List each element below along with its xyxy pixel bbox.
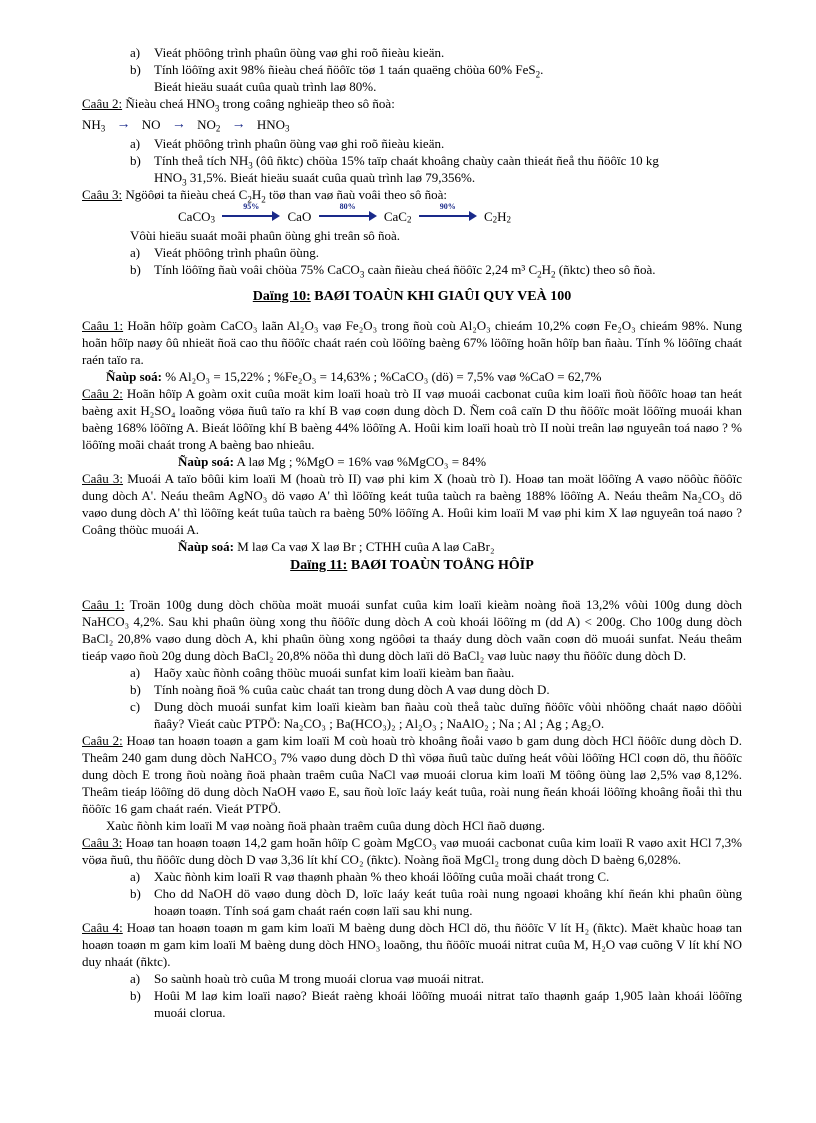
list-text: So saùnh hoaù trò cuûa M trong muoái clorua vaø muoái nitrat. bbox=[154, 970, 484, 986]
arrow-label: 90% bbox=[439, 202, 456, 212]
list-text: Vieát phöông trình phaûn öùng vaø ghi roõ ñieàu kieän. bbox=[154, 45, 445, 60]
arrow-label: 95% bbox=[243, 202, 260, 212]
question bbox=[82, 834, 742, 868]
section-heading-label: Daïng 11: bbox=[290, 557, 348, 573]
list-marker: a) bbox=[130, 664, 141, 680]
reaction-scheme bbox=[178, 202, 742, 225]
question-label: Caâu 1: bbox=[82, 596, 125, 612]
list-marker: b) bbox=[130, 62, 141, 77]
answer-label: Ñaùp soá: bbox=[178, 538, 234, 554]
list-marker: a) bbox=[130, 970, 141, 986]
list-marker: c) bbox=[130, 698, 141, 714]
arrow-icon bbox=[319, 202, 377, 223]
list-text: (ôû ñktc) chöùa 15% taïp chaát khoâng chaùy caàn thieát ñeå thu ñöôïc 10 kg bbox=[252, 153, 659, 169]
scheme-note: Vôùi hieäu suaát moãi phaûn öùng ghi treân sô ñoà. bbox=[130, 227, 401, 243]
section-heading-title: BAØI TOAÙN TOÅNG HÔÏP bbox=[347, 557, 534, 573]
list-marker: b) bbox=[130, 681, 141, 697]
question-text: Ñieàu cheá HNO bbox=[122, 96, 215, 111]
scheme-species: CaO bbox=[287, 208, 312, 224]
subscript: 3 bbox=[214, 103, 220, 114]
list-marker: a) bbox=[130, 45, 141, 60]
question-text: Xaùc ñònh kim loaïi M vaø noàng ñoä phaàn traêm cuûa dung dòch HCl ñaõ duøng. bbox=[106, 817, 546, 833]
question-label: Caâu 3: bbox=[82, 187, 123, 203]
answer-label: Ñaùp soá: bbox=[178, 453, 234, 469]
answer-label: Ñaùp soá: bbox=[106, 368, 162, 384]
list-item bbox=[130, 698, 742, 732]
list-item bbox=[130, 152, 742, 186]
arrow-icon bbox=[419, 202, 477, 223]
list-item bbox=[130, 44, 742, 61]
list-item bbox=[130, 970, 742, 987]
answer-text: A laø Mg ; %MgO = 16% vaø %MgCO₃ = 84% bbox=[234, 453, 487, 469]
list-item bbox=[130, 244, 742, 261]
question-label: Caâu 2: bbox=[82, 732, 123, 748]
question-text: Hoãn hôïp A goàm oxit cuûa moät kim loaïi hoaù trò II vaø muoái cacbonat cuûa kim loaïi ñoù ñöôïc hoaø tan heát baèng axit H₂SO₄ loaõng vöøa ñuû taïo ra khí B vaø coøn dung dòch D. Ñem coâ caïn D thu ñöôïc moät löôïng muoái khan baèng 168% löôïng A. Bieát löôïng khí B baèng 44% löôïng A. Hoûi kim loaïi hoaù trò II noùi treân laø nguyeân toá naøo ? % löôïng moãi chaát trong A baèng bao nhieâu. bbox=[82, 385, 742, 452]
list-text: Hoûi M laø kim loaïi naøo? Bieát raèng khoái löôïng muoái nitrat taïo thaønh gaáp 1,905 laàn khoái löôïng muoái clorua. bbox=[154, 987, 742, 1020]
list-item: b) Tính löôïng ñaù voâi chöùa 75% CaCO$_3$ caàn ñieàu cheá ñöôïc 2,24 m³ $C_2H_2$ (ñktc) theo sô ñoà. bbox=[130, 261, 656, 280]
question-text: Hoãn hôïp goàm CaCO₃ laãn Al₂O₃ vaø Fe₂O₃ trong ñoù coù Al₂O₃ chieám 10,2% coøn Fe₂O₃ chieám 98%. Nung hoãn hôïp naøy ôû nhieät ñoä cao thu ñöôïc chaát raén coù löôïng baèng 67% löôïng hoãn hôïp ban ñaàu. Tính % löôïng chaát raén taïo ra. bbox=[82, 317, 743, 367]
reaction-scheme bbox=[82, 114, 742, 133]
subscript: 3 bbox=[248, 160, 253, 171]
question bbox=[82, 385, 742, 453]
section-heading-label: Daïng 10: bbox=[252, 288, 311, 304]
section-heading-title: BAØI TOAÙN KHI GIAÛI QUY VEÀ 100 bbox=[310, 288, 572, 304]
list-text-cont: $HNO_3$ 31,5%. Bieát hieäu suaát cuûa quaù trình laø 79,356%. bbox=[154, 170, 476, 188]
question-text: Muoái A taïo bôûi kim loaïi M (hoaù trò II) vaø phi kim X (hoaù trò I). Hoaø tan moät löôïng A vaøo nöôùc ñöôïc dung dòch A'. Neáu theâm AgNO₃ dö vaøo A' thì löôïng keát tuûa taùch ra baèng 188% löôïng A. Neáu theâm Na₂CO₃ dö vaøo dung dòch A' thì löôïng keát tuûa taùch ra baèng 50% löôïng A. Hoûi kim loaïi M vaø phi kim X laø nguyeân toá naøo ? Coâng thöùc muoái A. bbox=[82, 470, 742, 537]
list-text: . bbox=[540, 62, 544, 77]
question bbox=[82, 596, 742, 664]
list-item bbox=[130, 885, 742, 919]
list-marker: b) bbox=[130, 261, 141, 277]
answer bbox=[106, 368, 742, 385]
question-text: Hoaø tan hoaøn toaøn 14,2 gam hoãn hôïp C goàm MgCO₃ vaø muoái cacbonat cuûa kim loaïi R vaøo axit HCl 7,3% vöøa ñuû, thu ñöôïc dung dòch D vaø 3,36 lít khí CO₂ (ñktc). Noàng ñoä MgCl₂ trong dung dòch D baèng 6,028%. bbox=[82, 834, 743, 867]
list-text: Xaùc ñònh kim loaïi R vaø thaønh phaàn % theo khoái löôïng cuûa moãi chaát trong C. bbox=[154, 868, 610, 884]
scheme-species: NO bbox=[141, 117, 161, 133]
question-text: Hoaø tan hoaøn toaøn a gam kim loaïi M coù hoaù trò khoâng ñoåi vaøo b gam dung dòch HCl ñöôïc dung dòch D. Theâm 240 gam dung dòch NaHCO₃ 7% vaøo dung dòch D thì vöøa ñuû taùc duïng heát vôùi löôïng HCl coøn dö, thu ñöôïc dung dòch E trong ñoù noàng ñoä phaàn traêm cuûa NaCl vaø muoái clorua kim loaïi M töông öùng laø 2,5% vaø 8,12%. Theâm tieáp löôïng dö dung dòch NaOH vaøo E, sau ñoù loïc laáy keát tuûa, roài nung ñeán khoái löôïng khoâng ñoåi thì thu ñöôïc 16 gam chaát raén. Vieát PTPÖ. bbox=[82, 732, 743, 816]
question-text: Troän 100g dung dòch chöùa moät muoái sunfat cuûa kim loaïi kieàm noàng ñoä 13,2% vôùi 100g dung dòch NaHCO₃ 4,2%. Sau khi phaûn öùng xong thu ñöôïc dung dòch A coù khoái löôïng m (dd A) < 200g. Cho 100g dung dòch BaCl₂ 20,8% vaøo dung dòch A, khi phaûn öùng xong ngöôøi ta thaáy dung dòch vaãn coøn dö muoái sunfat. Neáu theâm tieáp vaøo ñoù 20g dung dòch BaCl₂ 20,8% nöõa thì dung dòch laïi dö BaCl₂ vaø luùc naøy thu ñöôïc dung dòch D. bbox=[82, 596, 742, 663]
question-label: Caâu 3: bbox=[82, 470, 124, 486]
arrow-icon: → bbox=[231, 116, 246, 132]
question-label: Caâu 3: bbox=[82, 834, 123, 850]
scheme-species: $HNO_3$ bbox=[256, 117, 290, 134]
question bbox=[82, 317, 742, 368]
list-text-cont: Bieát hieäu suaát cuûa quaù trình laø 80%. bbox=[154, 79, 377, 94]
scheme-species: $NH_3$ bbox=[82, 117, 106, 134]
question-label: Caâu 4: bbox=[82, 919, 123, 935]
section-heading bbox=[82, 288, 742, 305]
question bbox=[82, 919, 742, 970]
question-text: trong coâng nghieäp theo sô ñoà: bbox=[219, 96, 395, 111]
question bbox=[82, 470, 742, 538]
section-heading bbox=[82, 557, 742, 574]
list-item bbox=[130, 135, 742, 152]
list-text: Vieát phöông trình phaûn öùng vaø ghi roõ ñieàu kieän. bbox=[154, 136, 445, 152]
scheme-species: CaCO$_3$ bbox=[178, 208, 215, 225]
list-marker: b) bbox=[130, 987, 141, 1003]
list-text: Cho dd NaOH dö vaøo dung dòch D, loïc laáy keát tuûa roài nung ngoaøi khoâng khí ñeán khi phaûn öùng hoaøn toaøn. Tính soá gam chaát raén coøn laïi sau khi nung. bbox=[154, 885, 742, 918]
list-text: Tính theå tích NH bbox=[154, 153, 249, 169]
list-text: Dung dòch muoái sunfat kim loaïi kieàm ban ñaàu coù theå taùc duïng ñöôïc vôùi nhöõng chaát naøo döôùi ñaây? Vieát caùc PTPÖ: Na₂CO₃ ; Ba(HCO₃)₂ ; Al₂O₃ ; NaAlO₂ ; Na ; Al ; Ag ; Ag₂O. bbox=[154, 698, 742, 731]
list-marker: a) bbox=[130, 868, 141, 884]
list-item bbox=[130, 664, 742, 681]
list-item bbox=[130, 987, 742, 1021]
list-text: Tính noàng ñoä % cuûa caùc chaát tan trong dung dòch A vaø dung dòch D. bbox=[154, 681, 550, 697]
arrow-icon bbox=[222, 202, 280, 223]
question: Caâu 3: Ngöôøi ta ñieàu cheá $C_2H_2$ töø than vaø ñaù voâi theo sô ñoà: bbox=[82, 187, 447, 205]
list-text: Haõy xaùc ñònh coâng thöùc muoái sunfat kim loaïi kieàm ban ñaàu. bbox=[154, 664, 515, 680]
list-item bbox=[130, 681, 742, 698]
scheme-species: CaC$_2$ bbox=[383, 208, 412, 225]
question bbox=[82, 95, 742, 112]
scheme-species: $C_2H_2$ bbox=[483, 208, 512, 225]
arrow-icon: → bbox=[171, 116, 186, 132]
question-label: Caâu 1: bbox=[82, 317, 124, 333]
arrow-label: 80% bbox=[339, 202, 356, 212]
list-item bbox=[130, 868, 742, 885]
answer bbox=[178, 453, 742, 470]
list-marker: a) bbox=[130, 244, 141, 260]
answer bbox=[178, 538, 742, 555]
answer-text: % Al₂O₃ = 15,22% ; %Fe₂O₃ = 14,63% ; %CaCO₃ (dö) = 7,5% vaø %CaO = 62,7% bbox=[162, 368, 602, 384]
list-text: Tính löôïng axit 98% ñieàu cheá ñöôïc töø 1 taán quaëng chöùa 60% FeS bbox=[154, 62, 536, 77]
question-label: Caâu 2: bbox=[82, 385, 123, 401]
question bbox=[82, 732, 742, 817]
list-marker: b) bbox=[130, 885, 141, 901]
document-page bbox=[82, 44, 742, 1021]
answer-text: M laø Ca vaø X laø Br ; CTHH cuûa A laø CaBr₂ bbox=[234, 538, 495, 554]
list-item bbox=[130, 61, 742, 95]
arrow-icon: → bbox=[116, 116, 131, 132]
list-marker: b) bbox=[130, 153, 141, 169]
list-marker: a) bbox=[130, 136, 141, 152]
question-label: Caâu 2: bbox=[82, 96, 123, 111]
question-text: Hoaø tan hoaøn toaøn m gam kim loaïi M baèng dung dòch HCl dö, thu ñöôïc V lít H₂ (ñktc). Maët khaùc hoaø tan hoaøn toaøn m gam kim loaïi M baèng dung dòch HNO₃ loaõng, thu ñöôïc muoái nitrat cuûa M, H₂O vaø cuõng V lít khí NO duy nhaát (ñktc). bbox=[82, 919, 742, 969]
subscript: 2 bbox=[535, 69, 541, 80]
scheme-species: $NO_2$ bbox=[197, 117, 221, 134]
list-text: Vieát phöông trình phaûn öùng. bbox=[154, 244, 319, 260]
